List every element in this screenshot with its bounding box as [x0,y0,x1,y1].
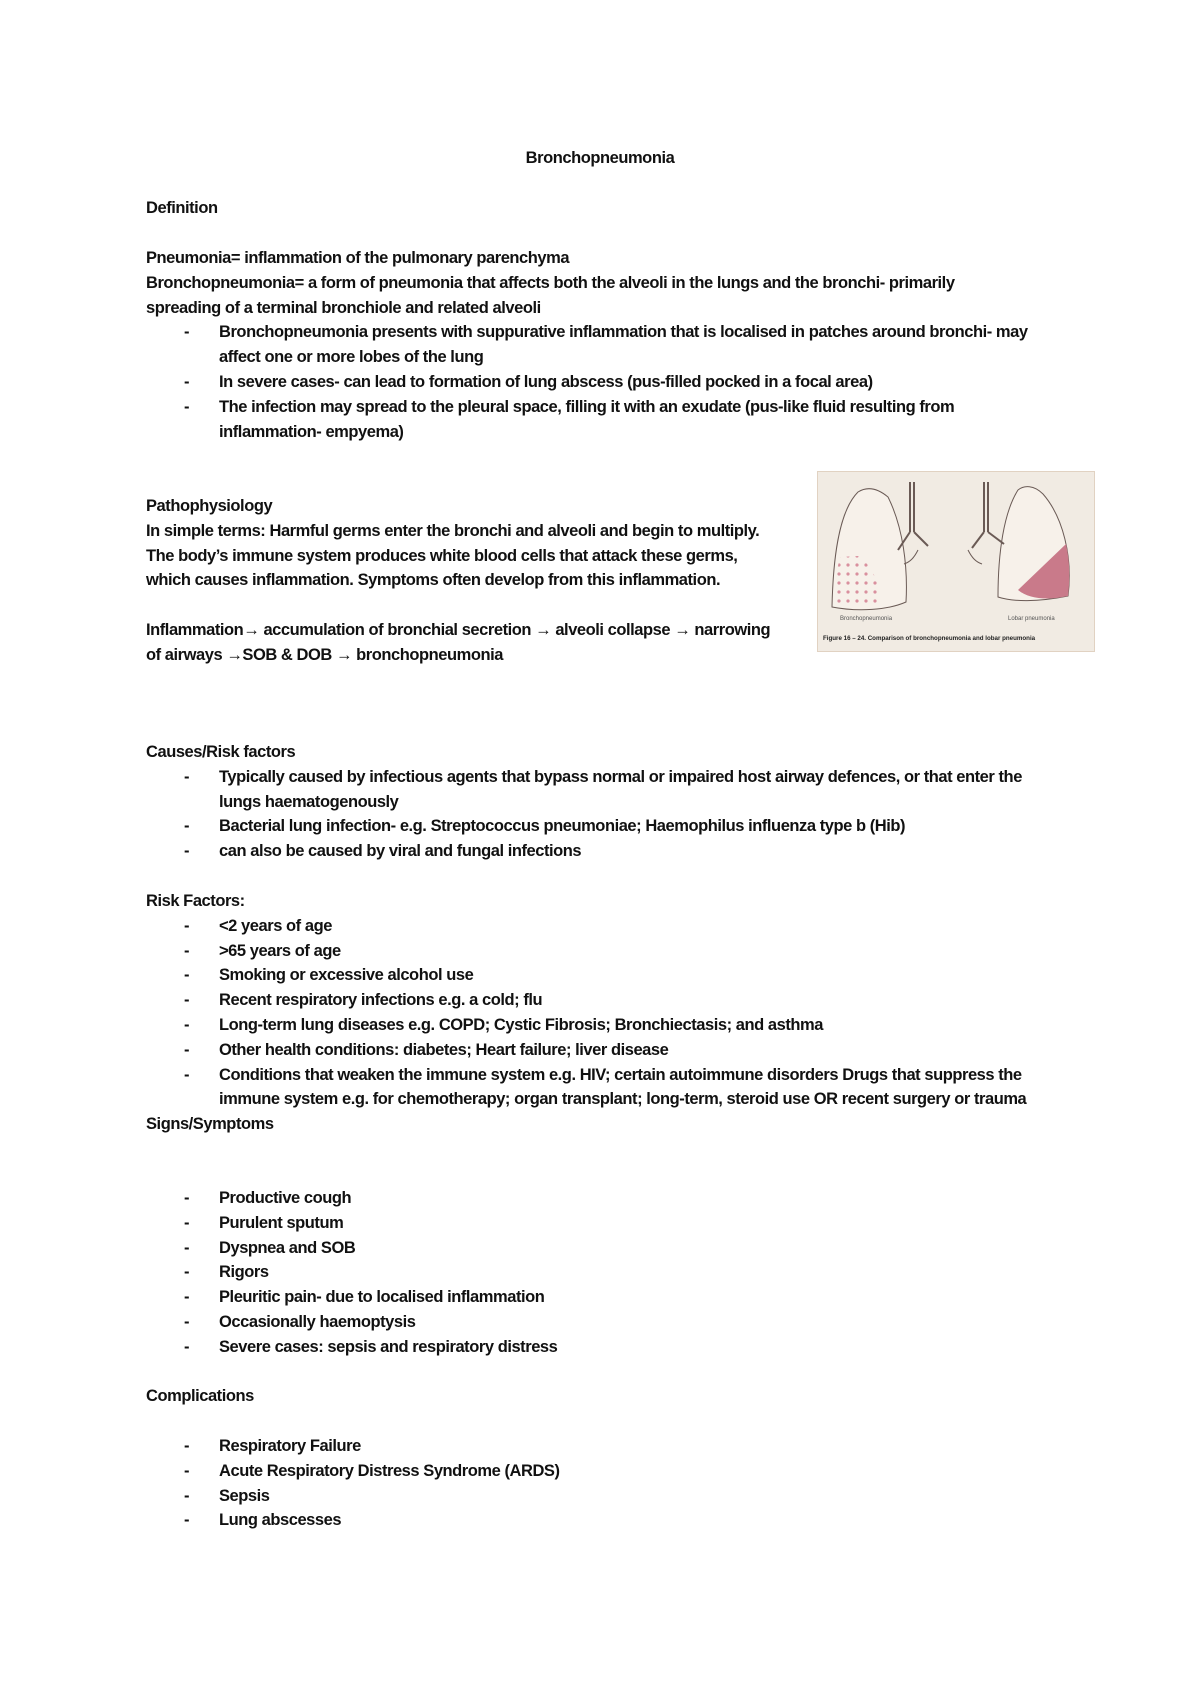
causes-heading: Causes/Risk factors [146,743,296,761]
list-item: - Dyspnea and SOB [146,1236,1066,1261]
complications-list [146,1434,1066,1533]
list-item: - Smoking or excessive alcohol use [146,963,1051,988]
list-item: - Severe cases: sepsis and respiratory distress [146,1335,1066,1360]
list-item: - Respiratory Failure [146,1434,1066,1459]
list-item: - Other health conditions: diabetes; Heart failure; liver disease [146,1038,1051,1063]
definition-section [146,246,1066,444]
definition-line: spreading of a terminal bronchiole and related alveoli [146,298,541,317]
complications-section [146,1434,1066,1533]
pathophysiology-heading: Pathophysiology [146,497,273,515]
pathophysiology-section [146,494,786,668]
list-item: - >65 years of age [146,939,1051,964]
signs-list [146,1186,1066,1360]
list-item: - Typically caused by infectious agents that bypass normal or impaired host airway defences, or that enter the lungs haematogenously [146,765,1046,815]
list-item: - Conditions that weaken the immune system e.g. HIV; certain autoimmune disorders Drugs that suppress the immune system e.g. for chemotherapy; organ transplant; long-term, steroid use OR recent surgery or trauma [146,1063,1051,1113]
list-item: - Bacterial lung infection- e.g. Streptococcus pneumoniae; Haemophilus influenza type b (Hib) [146,814,1046,839]
list-item: - Long-term lung diseases e.g. COPD; Cystic Fibrosis; Bronchiectasis; and asthma [146,1013,1051,1038]
lung-comparison-figure [817,471,1095,652]
signs-section [146,1186,1066,1360]
list-item: - Purulent sputum [146,1211,1066,1236]
list-item: - Recent respiratory infections e.g. a cold; flu [146,988,1051,1013]
figure-label-left: Bronchopneumonia [840,616,893,622]
list-item: - In severe cases- can lead to formation of lung abscess (pus-filled pocked in a focal area) [146,370,1046,395]
list-item: - Pleuritic pain- due to localised inflammation [146,1285,1066,1310]
figure-label-right: Lobar pneumonia [1008,616,1055,622]
list-item: - Bronchopneumonia presents with suppurative inflammation that is localised in patches around bronchi- may affect one or more lobes of the lung [146,320,1046,370]
pathophysiology-paragraph: In simple terms: Harmful germs enter the bronchi and alveoli and begin to multiply. The body’s immune system produces white blood cells that attack these germs, which causes inflammation. Symptoms often develop from this inflammation. [146,521,760,590]
list-item: - Acute Respiratory Distress Syndrome (ARDS) [146,1459,1066,1484]
causes-section [146,740,1066,864]
list-item: - <2 years of age [146,914,1051,939]
page-title: Bronchopneumonia [525,149,675,167]
definition-line: Pneumonia= inflammation of the pulmonary parenchyma [146,249,570,267]
list-item: - can also be caused by viral and fungal infections [146,839,1046,864]
signs-heading: Signs/Symptoms [146,1115,274,1134]
list-item: - Productive cough [146,1186,1066,1211]
list-item: - The infection may spread to the pleural space, filling it with an exudate (pus-like fluid resulting from inflammation- empyema) [146,395,1046,445]
definition-line: Bronchopneumonia= a form of pneumonia that affects both the alveoli in the lungs and the bronchi- primarily [146,273,955,292]
list-item: - Occasionally haemoptysis [146,1310,1066,1335]
causes-list [146,765,1046,864]
list-item: - Lung abscesses [146,1508,1066,1533]
list-item: - Sepsis [146,1484,1066,1509]
pathophysiology-flow: Inflammation→ accumulation of bronchial secretion → alveoli collapse → narrowing of airways →SOB & DOB → bronchopneumonia [146,620,771,664]
risk-factors-list [146,914,1051,1112]
complications-heading: Complications [146,1387,254,1405]
lung-diagram [818,472,1096,653]
risk-factors-heading: Risk Factors: [146,892,245,910]
risk-factors-section [146,889,1066,1137]
definition-heading: Definition [146,199,218,217]
list-item: - Rigors [146,1260,1066,1285]
figure-caption: Figure 16 – 24. Comparison of bronchopneumonia and lobar pneumonia [823,635,1036,642]
definition-list [146,320,1046,444]
